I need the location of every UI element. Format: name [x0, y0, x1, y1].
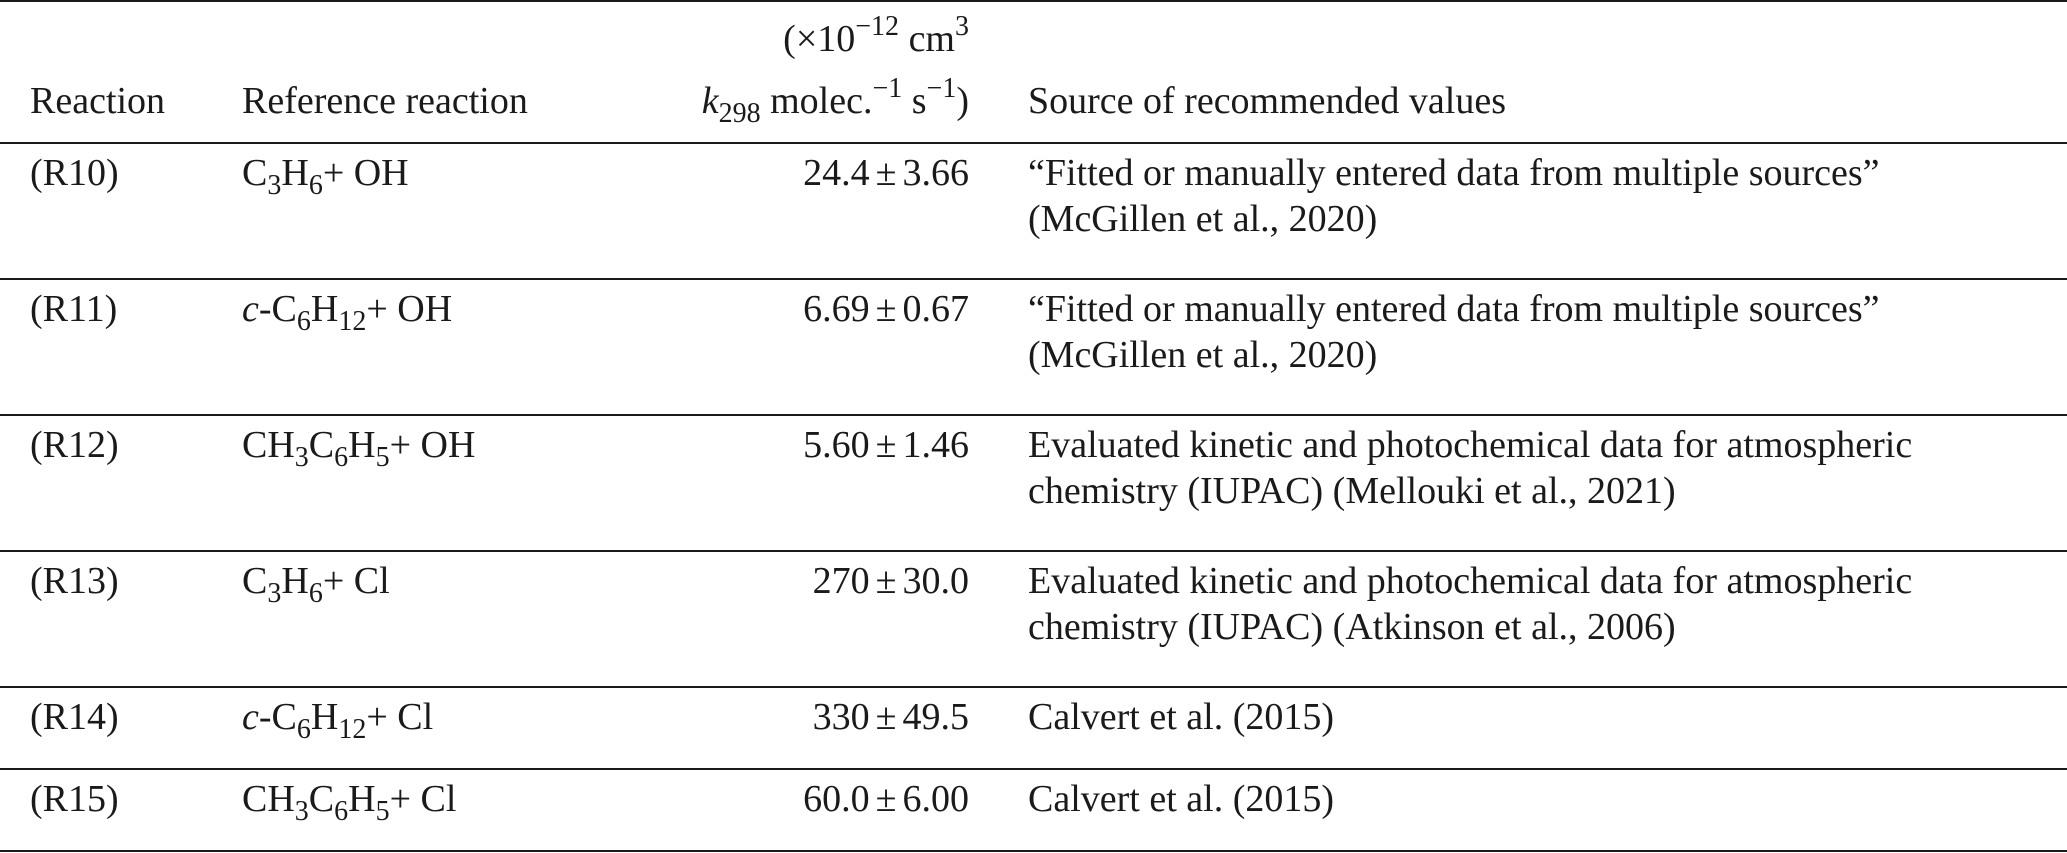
row-reaction-id: (R13) — [30, 560, 119, 602]
k298-uncertainty: 3.66 — [902, 152, 969, 194]
formula-part: + Cl — [322, 560, 390, 602]
formula-part: + Cl — [389, 778, 457, 820]
header-s: s — [902, 80, 927, 122]
plus-minus-sign: ± — [875, 288, 897, 330]
header-k-prefix: (×10 — [783, 18, 856, 60]
k298-value: 270 — [812, 560, 870, 602]
row-reaction-id: (R14) — [30, 696, 119, 738]
formula-part: C — [242, 560, 268, 602]
row-rule — [0, 850, 2067, 852]
header-k-unit-exp: 3 — [955, 11, 969, 42]
formula-part: 3 — [267, 578, 282, 609]
formula-part: + OH — [366, 288, 453, 330]
row-source-line1: Calvert et al. (2015) — [1028, 696, 1335, 738]
k298-uncertainty: 6.00 — [902, 778, 969, 820]
k298-uncertainty: 30.0 — [902, 560, 969, 602]
header-k298-line2 — [701, 73, 969, 129]
plus-minus-sign: ± — [875, 560, 897, 602]
formula-part: C — [242, 152, 268, 194]
k298-value: 5.60 — [803, 424, 870, 466]
header-k-unit: cm — [899, 18, 955, 60]
formula-part: -C — [258, 288, 297, 330]
row-reaction-id: (R11) — [30, 288, 118, 330]
formula-part: 3 — [267, 170, 282, 201]
row-rule — [0, 768, 2067, 770]
row-k298-value — [803, 286, 969, 332]
row-reaction-id: (R10) — [30, 152, 119, 194]
header-source: Source of recommended values — [1028, 80, 1506, 122]
formula-part: H — [310, 696, 339, 738]
k298-value: 60.0 — [803, 778, 870, 820]
header-rule — [0, 142, 2067, 144]
plus-minus-sign: ± — [875, 152, 897, 194]
formula-part: CH — [242, 424, 295, 466]
formula-part: CH — [242, 778, 295, 820]
row-rule — [0, 414, 2067, 416]
formula-part: 12 — [338, 306, 367, 337]
formula-part: c — [242, 696, 259, 738]
formula-part: c — [242, 288, 259, 330]
row-reference-reaction — [242, 150, 409, 201]
header-reaction: Reaction — [30, 80, 166, 122]
row-rule — [0, 278, 2067, 280]
formula-part: 6 — [334, 442, 349, 473]
formula-part: C — [308, 778, 335, 820]
formula-part: 5 — [375, 796, 390, 827]
row-k298-value — [813, 558, 969, 604]
formula-part: 6 — [296, 714, 311, 745]
row-k298-value — [803, 776, 969, 822]
row-k298-value — [813, 694, 969, 740]
formula-part: + OH — [389, 424, 476, 466]
header-k298-line1 — [783, 11, 969, 62]
formula-part: 6 — [308, 578, 323, 609]
formula-part: + Cl — [366, 696, 434, 738]
header-k-symbol: k — [701, 80, 719, 122]
plus-minus-sign: ± — [875, 778, 897, 820]
k298-uncertainty: 0.67 — [902, 288, 969, 330]
formula-part: H — [281, 560, 309, 602]
row-reference-reaction — [242, 558, 390, 609]
formula-part: H — [348, 424, 376, 466]
header-k-exp: −12 — [855, 11, 900, 42]
row-source-line1: Calvert et al. (2015) — [1028, 778, 1335, 820]
formula-part: -C — [258, 696, 297, 738]
formula-part: + OH — [322, 152, 409, 194]
row-source-line1: Evaluated kinetic and photochemical data for atmospheric — [1028, 424, 1913, 466]
formula-part: 3 — [294, 442, 309, 473]
k298-value: 24.4 — [803, 152, 870, 194]
formula-part: 6 — [308, 170, 323, 201]
formula-part: H — [281, 152, 309, 194]
plus-minus-sign: ± — [875, 424, 897, 466]
header-k-sub: 298 — [718, 98, 761, 129]
header-close-paren: ) — [956, 80, 969, 122]
k298-uncertainty: 1.46 — [902, 424, 969, 466]
header-reference-reaction: Reference reaction — [242, 80, 528, 122]
row-source-line1: “Fitted or manually entered data from multiple sources” — [1028, 152, 1880, 194]
row-source-line2: chemistry (IUPAC) (Atkinson et al., 2006) — [1028, 606, 1676, 648]
formula-part: 3 — [294, 796, 309, 827]
row-source-line1: Evaluated kinetic and photochemical data for atmospheric — [1028, 560, 1913, 602]
row-reference-reaction — [242, 776, 457, 827]
row-source-line2: (McGillen et al., 2020) — [1028, 334, 1378, 376]
formula-part: C — [308, 424, 335, 466]
formula-part: 6 — [296, 306, 311, 337]
plus-minus-sign: ± — [875, 696, 897, 738]
formula-part: H — [348, 778, 376, 820]
row-reference-reaction — [242, 286, 453, 337]
row-k298-value — [803, 422, 969, 468]
row-reference-reaction — [242, 694, 434, 745]
row-k298-value — [803, 150, 969, 196]
k298-value: 6.69 — [803, 288, 870, 330]
row-source-line2: (McGillen et al., 2020) — [1028, 198, 1378, 240]
header-molec: molec. — [760, 80, 873, 122]
k298-uncertainty: 49.5 — [902, 696, 969, 738]
formula-part: 6 — [334, 796, 349, 827]
formula-part: 5 — [375, 442, 390, 473]
formula-part: 12 — [338, 714, 367, 745]
row-source-line2: chemistry (IUPAC) (Mellouki et al., 2021) — [1028, 470, 1676, 512]
k298-value: 330 — [812, 696, 870, 738]
row-rule — [0, 686, 2067, 688]
row-reaction-id: (R12) — [30, 424, 119, 466]
row-rule — [0, 550, 2067, 552]
formula-part: H — [310, 288, 339, 330]
header-s-exp: −1 — [926, 73, 957, 104]
row-source-line1: “Fitted or manually entered data from multiple sources” — [1028, 288, 1880, 330]
table-top-rule — [0, 0, 2067, 2]
header-molec-exp: −1 — [872, 73, 903, 104]
row-reference-reaction — [242, 422, 476, 473]
row-reaction-id: (R15) — [30, 778, 119, 820]
